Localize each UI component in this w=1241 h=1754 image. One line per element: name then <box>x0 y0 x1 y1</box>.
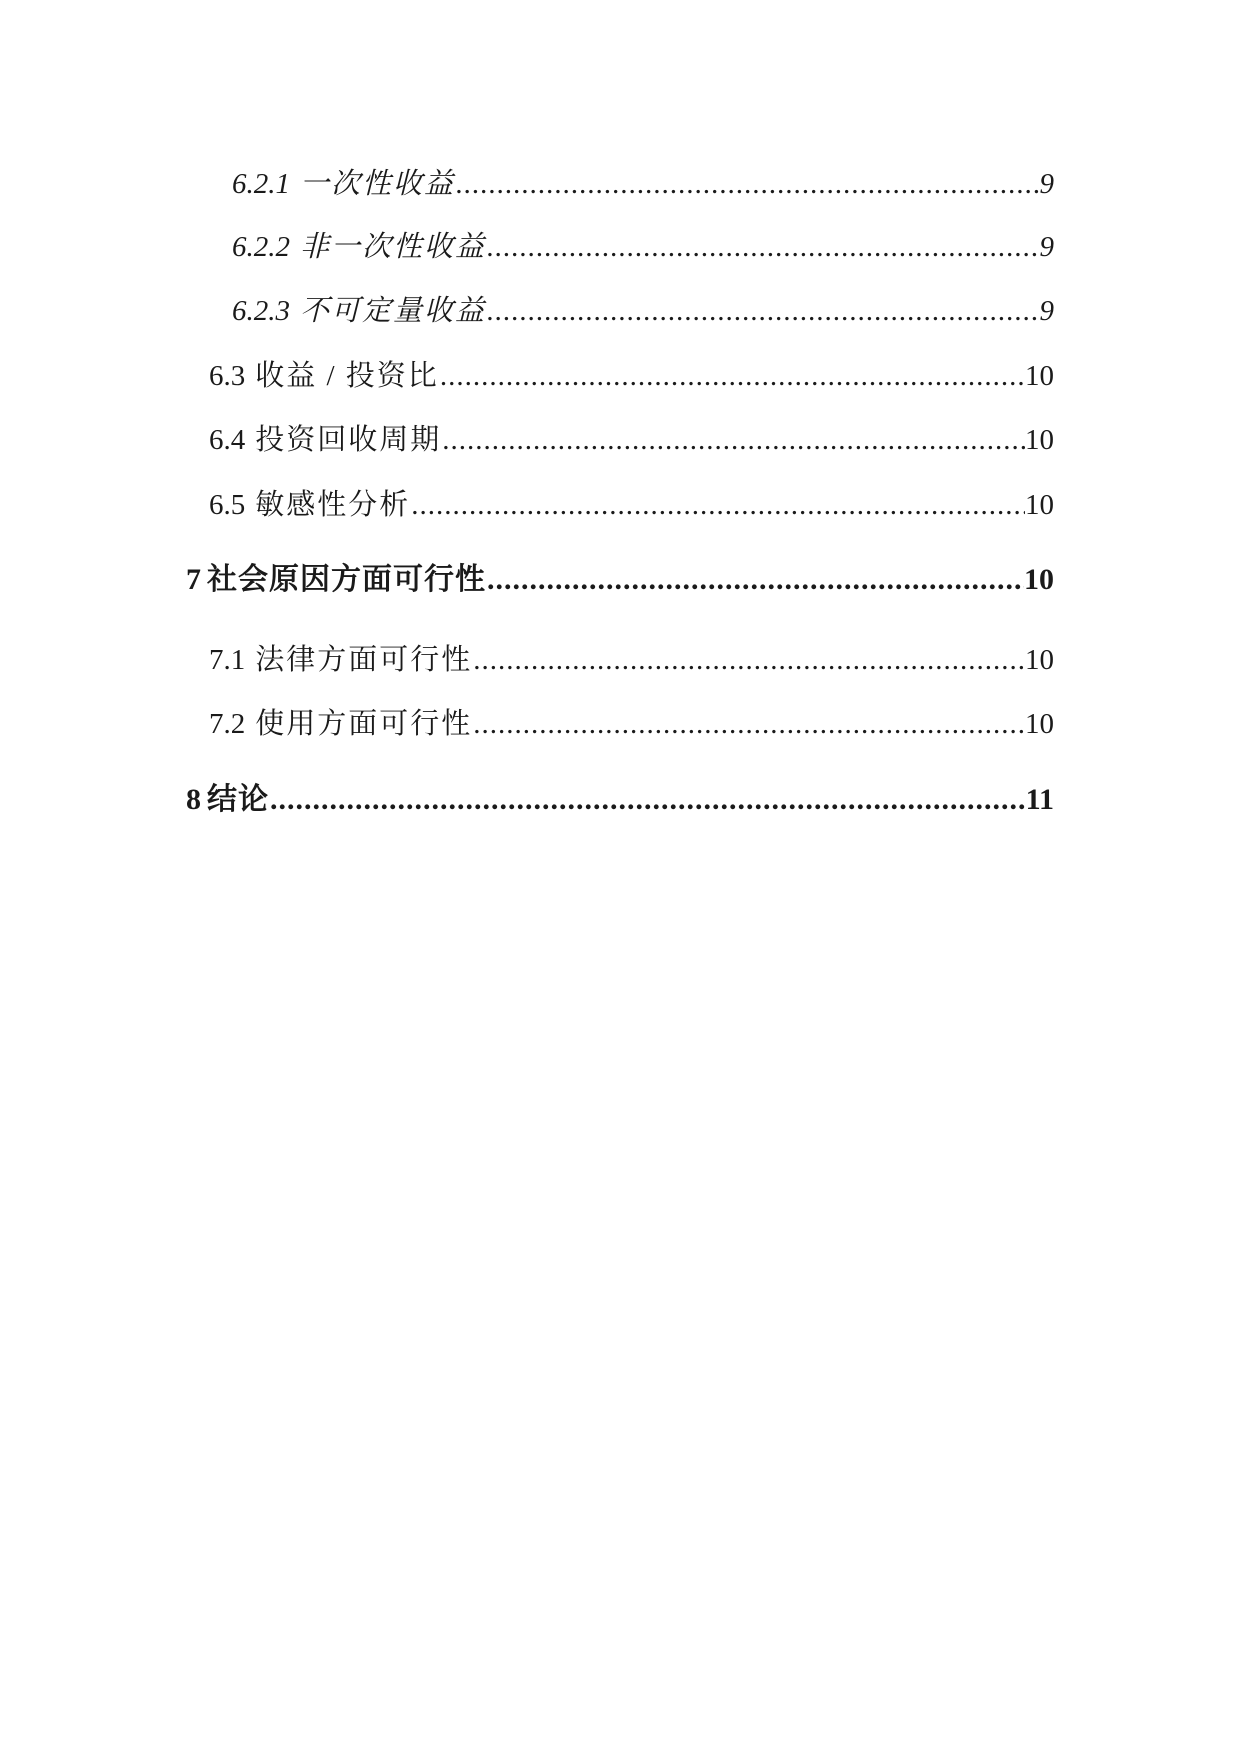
toc-entry-page: 10 <box>1025 489 1054 521</box>
toc-entry-page: 10 <box>1025 644 1054 676</box>
toc-entry-title: 非一次性收益 <box>300 231 487 263</box>
toc-entry-7-1[interactable] <box>209 642 1054 678</box>
toc-entry-6-5[interactable] <box>209 487 1054 523</box>
toc-entry-number: 6.5 <box>209 489 246 521</box>
toc-entry-number: 7.2 <box>209 708 246 740</box>
toc-entry-title: 社会原因方面可行性 <box>207 563 486 596</box>
dot-leader <box>455 166 1039 202</box>
dot-leader <box>486 229 1039 265</box>
toc-entry-number: 6.3 <box>209 360 246 392</box>
toc-entry-number: 7.1 <box>209 644 246 676</box>
toc-entry-number: 6.4 <box>209 424 246 456</box>
toc-entry-6-2-2[interactable] <box>232 229 1054 265</box>
dot-leader <box>441 422 1025 458</box>
toc-entry-title: 一次性收益 <box>300 168 456 200</box>
toc-entry-7[interactable] <box>186 562 1054 598</box>
toc-entry-title: 收益 / 投资比 <box>255 360 439 392</box>
toc-entry-title: 投资回收周期 <box>255 424 442 456</box>
toc-entry-6-2-3[interactable] <box>232 293 1054 329</box>
dot-leader <box>472 706 1025 742</box>
toc-entry-title: 使用方面可行性 <box>255 708 473 740</box>
toc-entry-title: 不可定量收益 <box>300 295 487 327</box>
toc-entry-page: 9 <box>1039 168 1054 200</box>
dot-leader <box>269 782 1026 818</box>
toc-entry-title: 结论 <box>207 783 269 816</box>
toc-entry-number: 7 <box>186 563 201 596</box>
toc-entry-number: 6.2.3 <box>232 295 290 327</box>
dot-leader <box>486 562 1024 598</box>
toc-entry-title: 敏感性分析 <box>255 489 411 521</box>
toc-entry-title: 法律方面可行性 <box>255 644 473 676</box>
dot-leader <box>472 642 1025 678</box>
toc-entry-6-3[interactable] <box>209 358 1054 394</box>
toc-entry-8[interactable] <box>186 782 1054 818</box>
toc-entry-number: 6.2.2 <box>232 231 290 263</box>
toc-entry-page: 10 <box>1024 563 1054 596</box>
toc-entry-page: 9 <box>1039 231 1054 263</box>
toc-entry-6-2-1[interactable] <box>232 166 1054 202</box>
toc-entry-page: 9 <box>1039 295 1054 327</box>
toc-entry-page: 11 <box>1025 783 1054 816</box>
toc-entry-6-4[interactable] <box>209 422 1054 458</box>
toc-entry-page: 10 <box>1025 424 1054 456</box>
toc-entry-number: 6.2.1 <box>232 168 290 200</box>
toc-entry-number: 8 <box>186 783 201 816</box>
dot-leader <box>486 293 1039 329</box>
toc-entry-page: 10 <box>1025 708 1054 740</box>
toc-entry-7-2[interactable] <box>209 706 1054 742</box>
toc-entry-page: 10 <box>1025 360 1054 392</box>
dot-leader <box>439 358 1025 394</box>
dot-leader <box>410 487 1025 523</box>
